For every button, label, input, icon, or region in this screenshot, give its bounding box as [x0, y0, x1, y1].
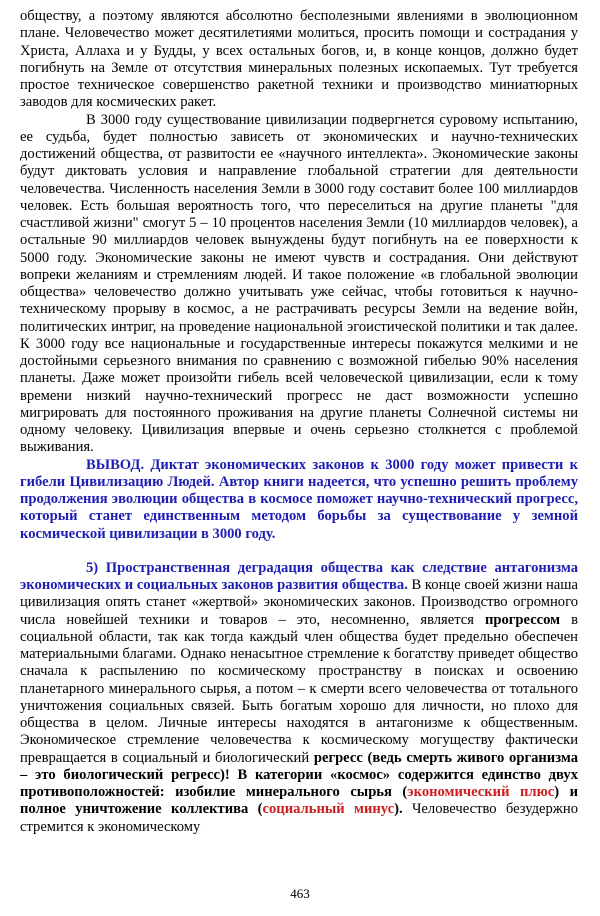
section-bold-progress: прогрессом [484, 611, 561, 628]
paragraph-1: обществу, а поэтому являются абсолютно бесполезными явлениями в эволюционном плане. Человечество может десятилетиями молиться, просить помощи и сострадания у Христа, Аллаха и у Будды, у всех остальных богов, и, в конце концов, должно будет погибнуть на Земле от отсутствия минеральных полезных ископаемых. Тут требуется простое техническое совершенство ракетной техники и производство миниатюрных заводов для космических ракет. [20, 8, 578, 111]
document-page [20, 8, 578, 836]
section-bold-close: ). [394, 801, 403, 818]
economic-plus-term: экономический плюс [407, 784, 555, 800]
section-heading: 5) Пространственная деградация общества как следствие антагонизма экономических и социальных законов развития общества. [20, 559, 578, 593]
section-bold-regress: регресс (ведь смерть живого организма – это биологический регресс)! В категории «космос» содержится единство двух противоположностей: изобилие минерального сырья ( [20, 749, 579, 800]
social-minus-term: социальный минус [262, 801, 395, 818]
section-text-2: в социальной области, так как тогда каждый член общества будет предельно обеспечен материальными благами. Однако ненасытное стремление к богатству приведет общество сначала к распылению по космическому пространству в поисках и освоению планетарного минерального сырья, а потом – к смерти всего человечества от тотального уничтожения социальных связей. Быть богатым хорошо для личности, но плохо для общества в целом. Личные интересы находятся в антагонизме к общественным. Экономическое стремление человечества к космическому могуществу фактически превращается в социальный и биологический [20, 611, 579, 766]
page-number: 463 [290, 886, 310, 901]
section-5-paragraph [20, 560, 578, 836]
section-text-1: В конце своей жизни наша цивилизация опять станет «жертвой» экономических законов. Производство огромного числа новейшей техники и товаров – это, несомненно, является [20, 577, 578, 628]
conclusion-paragraph: ВЫВОД. Диктат экономических законов к 3000 году может привести к гибели Цивилизацию Людей. Автор книги надеется, что успешно решить проблему продолжения эволюции общества в космосе поможет научно-технический прогресс, который станет единственным методом борьбы за существование у земной космической цивилизации в 3000 году. [20, 456, 578, 542]
paragraph-2: В 3000 году существование цивилизации подвергнется суровому испытанию, ее судьба, будет полностью зависеть от экономических и научно-технических достижений общества, от развитости ее «научного интеллекта». Экономические законы будут диктовать условия и направление глобальной стратегии для деятельности человечества. Численность населения Земли в 3000 году составит более 100 миллиардов человек. Есть большая вероятность того, что переселиться на другие планеты "для счастливой жизни" смогут 5 – 10 процентов населения Земли (10 миллиардов человек), а остальные 90 миллиардов человек вынуждены будут погибнуть на ее поверхности к 5000 году. Экономические законы не имеют чувств и сострадания. Они действуют вопреки желаниям и стремлениям людей. И такое положение «в глобальной эволюции общества» человечество должно учитывать уже сейчас, чтобы готовиться к научно-техническому прорыву в космос, а не растрачивать ресурсы Земли на ведение войн, политических интриг, на проведение национальной эгоистической политики и так далее. К 3000 году все национальные и государственные интересы покажутся мелкими и не достойными серьезного внимания по сравнению с возможной гибелью 90% населения планеты. Даже может произойти гибель всей человеческой цивилизации, если к тому времени низкий научно-технический прогресс не даст возможности успешно мигрировать для постоянного проживания на другие планеты Солнечной системы ни одному человеку. Цивилизация впервые и очень серьезно столкнется с проблемой выживания. [20, 111, 578, 456]
section-text-3: Человечество безудержно стремится к экономическому [20, 801, 578, 835]
paragraph-spacer [20, 543, 578, 560]
section-bold-collective: ) и полное уничтожение коллектива ( [20, 784, 578, 818]
